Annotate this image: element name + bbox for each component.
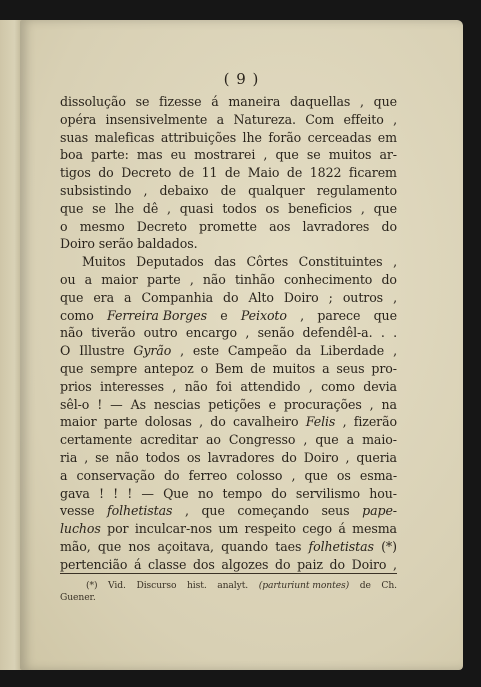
text-word: paiz — [297, 556, 323, 572]
text-word: se — [92, 200, 106, 216]
text-word: era — [93, 289, 115, 305]
text-word: sempre — [90, 360, 138, 376]
text-word: colosso — [236, 467, 283, 483]
text-word: ria — [60, 449, 78, 465]
text-line — [60, 556, 397, 574]
text-word: conservação — [76, 467, 155, 483]
text-word: O — [60, 343, 71, 359]
text-word: que — [275, 147, 299, 163]
text-word: muitos — [272, 360, 316, 376]
text-word: á — [338, 521, 346, 537]
text-word: tiverão — [91, 325, 136, 341]
text-word: ! — [127, 485, 133, 501]
text-word: defendêl-a. — [302, 325, 373, 341]
text-word: do — [223, 289, 239, 305]
text-word: qualquer — [248, 182, 305, 198]
footnote-word: hist. — [186, 580, 207, 591]
text-word: que — [315, 432, 339, 448]
text-word: ; — [328, 289, 333, 305]
text-word: mostrarei — [194, 147, 256, 163]
text-word: Campeão — [227, 343, 287, 359]
text-word: mas — [136, 147, 163, 163]
text-line — [60, 218, 397, 236]
text-word: Muitos — [82, 254, 126, 270]
text-word: Maio — [247, 165, 280, 181]
text-word: os — [186, 449, 201, 465]
text-word: que — [373, 200, 397, 216]
text-word: Constituintes — [298, 254, 383, 270]
text-word: lhe — [114, 200, 135, 216]
text-line — [60, 431, 397, 449]
text-word: As — [130, 396, 146, 412]
text-word: procurações — [283, 396, 362, 412]
text-line — [60, 146, 397, 164]
text-word: fizesse — [159, 94, 202, 109]
text-word: pro- — [371, 360, 397, 376]
text-word: opéra — [60, 111, 97, 127]
text-word: não — [184, 378, 208, 394]
text-word: como — [60, 307, 94, 323]
text-word: cego — [302, 521, 332, 537]
text-word: cerceadas — [307, 129, 372, 145]
text-word: , — [84, 449, 89, 465]
text-word: a — [346, 432, 355, 448]
text-word: petições — [208, 396, 261, 412]
text-word: taes — [275, 538, 302, 554]
text-word: , — [245, 325, 250, 341]
text-word: e — [220, 307, 228, 323]
text-line — [60, 378, 397, 396]
text-word: 1822 — [309, 165, 342, 181]
text-word: , — [143, 182, 148, 198]
text-word: á — [133, 556, 142, 572]
text-line — [60, 324, 397, 342]
text-word: de — [220, 182, 236, 198]
text-word: — — [110, 396, 123, 412]
text-word: Congresso — [228, 432, 296, 448]
text-word: prios — [60, 378, 92, 394]
text-word: Ferreira Borges — [107, 307, 207, 323]
text-word: — — [141, 485, 154, 501]
text-line — [60, 413, 397, 431]
text-word: maio- — [362, 432, 397, 448]
text-word: , — [199, 414, 203, 430]
text-word: , — [291, 467, 296, 483]
text-word: acreditar — [140, 432, 198, 448]
text-word: eu — [170, 147, 186, 163]
text-word: forão — [268, 129, 302, 145]
text-word: , — [342, 414, 347, 430]
text-line — [60, 129, 397, 147]
text-word: lavradores — [302, 218, 370, 234]
text-word: foi — [216, 378, 232, 394]
text-word: que — [60, 200, 84, 216]
text-word: pape- — [362, 503, 397, 519]
text-word: dissolução — [60, 94, 126, 109]
footnote-word: analyt. — [217, 580, 249, 591]
footnote-line — [60, 592, 397, 604]
text-word: promette — [199, 218, 257, 234]
text-word: quando — [221, 538, 269, 554]
text-word: lhe — [242, 129, 262, 145]
text-word: a — [124, 289, 132, 305]
text-word: esma- — [359, 467, 397, 483]
text-line — [60, 289, 397, 307]
body-text — [60, 93, 397, 574]
text-word: que — [373, 94, 397, 109]
text-word: a — [84, 271, 93, 287]
text-word: todos — [222, 200, 257, 216]
text-word: parte: — [90, 147, 129, 163]
text-word: effeito — [343, 111, 384, 127]
text-word: Doiro — [351, 556, 387, 572]
text-word: devia — [363, 378, 397, 394]
text-word: que — [60, 289, 84, 305]
text-word: que — [304, 467, 328, 483]
text-word: se — [306, 147, 321, 163]
text-word: lavradores — [207, 449, 275, 465]
text-word: Doiro — [283, 289, 319, 305]
text-word: Decreto — [121, 165, 172, 181]
text-word: seus — [336, 360, 365, 376]
text-word: Felis — [305, 414, 336, 430]
text-word: nos — [128, 538, 151, 554]
text-word: , — [303, 432, 308, 448]
text-word: queria — [356, 449, 397, 465]
text-word: hou- — [369, 485, 397, 501]
text-line — [60, 93, 397, 111]
text-word: vesse — [60, 503, 95, 519]
text-word: a — [60, 467, 68, 483]
text-word: na — [381, 396, 397, 412]
footnote-word: Discurso — [136, 580, 177, 591]
text-word: que — [60, 360, 84, 376]
text-word: tempo — [222, 485, 263, 501]
text-word: ! — [113, 485, 119, 501]
text-word: attendido — [240, 378, 301, 394]
text-word: se — [135, 94, 150, 109]
text-word: outros — [342, 289, 384, 305]
text-word: (*) — [381, 538, 397, 554]
text-word: , — [360, 94, 364, 109]
text-word: , — [172, 378, 177, 394]
text-word: regulamento — [316, 182, 397, 198]
text-word: se — [95, 449, 109, 465]
text-word: , — [184, 503, 189, 519]
text-word: ferreo — [188, 467, 228, 483]
footnote-word: Guener. — [60, 592, 96, 603]
text-line — [60, 485, 397, 503]
text-word: por — [107, 521, 129, 537]
text-word: o — [200, 360, 209, 376]
text-word: debaixo — [159, 182, 209, 198]
text-word: conhecimento — [283, 271, 373, 287]
text-word: Bem — [215, 360, 244, 376]
text-word: ! — [98, 485, 104, 501]
text-word: que — [373, 307, 397, 323]
text-word: á — [211, 94, 219, 109]
text-word: em — [377, 129, 397, 145]
text-word: . — [380, 325, 385, 341]
text-word: mesma — [352, 521, 397, 537]
text-word: daquellas — [289, 94, 351, 109]
text-word: ficarem — [348, 165, 397, 181]
text-word: do — [381, 218, 397, 234]
text-word: quasi — [179, 200, 214, 216]
text-word: sêl-o — [60, 396, 90, 412]
text-word: seus — [321, 503, 350, 519]
text-word: certamente — [60, 432, 133, 448]
text-word: parece — [317, 307, 361, 323]
text-line — [60, 182, 397, 200]
text-line — [60, 235, 397, 253]
text-word: interesses — [100, 378, 165, 394]
text-word: este — [192, 343, 219, 359]
text-word: pertencião — [60, 556, 128, 572]
text-word: os — [265, 200, 280, 216]
text-word: do — [275, 556, 291, 572]
text-word: , — [189, 271, 194, 287]
text-word: senão — [257, 325, 295, 341]
text-word: a — [322, 360, 330, 376]
text-word: do — [271, 485, 287, 501]
text-word: . — [393, 325, 397, 341]
text-word: cavalheiro — [233, 414, 299, 430]
text-word: algozes — [221, 556, 269, 572]
text-line — [60, 200, 397, 218]
text-word: todos — [145, 449, 180, 465]
text-word: das — [214, 254, 236, 270]
text-word: maleficas — [94, 129, 155, 145]
text-word: de — [286, 165, 303, 181]
text-word: Doiro — [303, 449, 339, 465]
text-word: fizerão — [353, 414, 397, 430]
text-word: , — [393, 556, 397, 572]
footnote-word: (parturiunt montes) — [258, 580, 350, 591]
text-word: maneira — [228, 94, 281, 109]
text-word: inculcar-nos — [134, 521, 212, 537]
text-word: , — [393, 254, 397, 270]
text-word: attribuições — [160, 129, 237, 145]
text-word: da — [295, 343, 312, 359]
text-word: do — [210, 414, 226, 430]
text-word: tigos — [60, 165, 91, 181]
text-word: começando — [237, 503, 309, 519]
text-word: maior — [60, 414, 97, 430]
text-word: insensivelmente — [105, 111, 208, 127]
book-page — [20, 20, 463, 670]
text-word: Illustre — [79, 343, 125, 359]
text-word: , — [180, 343, 184, 359]
text-word: Liberdade — [320, 343, 385, 359]
text-word: o — [60, 218, 68, 234]
footnote-line — [60, 580, 397, 592]
text-word: e — [268, 396, 276, 412]
text-word: folhetistas — [107, 503, 173, 519]
text-line — [60, 396, 397, 414]
text-word: maior — [101, 271, 138, 287]
text-word: respeito — [244, 521, 296, 537]
text-line — [60, 271, 397, 289]
text-word: do — [281, 449, 297, 465]
text-word: dolosas — [144, 414, 192, 430]
text-word: Deputados — [136, 254, 204, 270]
text-word: do — [329, 556, 345, 572]
footnote-word: Vid. — [108, 580, 126, 591]
text-word: , — [263, 147, 268, 163]
text-word: que — [97, 538, 122, 554]
text-word: açoitava, — [157, 538, 214, 554]
text-word: como — [321, 378, 355, 394]
text-word: Alto — [248, 289, 274, 305]
text-line — [60, 538, 397, 556]
text-word: Gyrão — [133, 343, 172, 359]
footnote-word: Ch. — [381, 580, 397, 591]
text-word: Côrtes — [246, 254, 289, 270]
text-line — [60, 342, 397, 360]
text-word: Companhia — [141, 289, 214, 305]
page-number: ( 9 ) — [223, 70, 260, 88]
text-word: um — [218, 521, 239, 537]
text-word: de — [250, 360, 266, 376]
text-word: os — [336, 467, 351, 483]
text-word: que — [201, 503, 225, 519]
text-word: de — [178, 165, 195, 181]
text-word: no — [197, 485, 214, 501]
text-word: , — [308, 378, 313, 394]
text-word: beneficios — [288, 200, 353, 216]
text-word: ou — [60, 271, 76, 287]
text-word: 11 — [201, 165, 218, 181]
text-word: subsistindo — [60, 182, 132, 198]
text-word: dos — [192, 556, 215, 572]
text-word: , — [300, 307, 305, 323]
text-word: encargo — [185, 325, 237, 341]
text-word: Peixoto — [240, 307, 287, 323]
text-word: , — [393, 343, 397, 359]
footnote-word: (*) — [86, 580, 98, 591]
text-word: nescias — [153, 396, 201, 412]
text-word: não — [60, 325, 83, 341]
text-word: gava — [60, 485, 90, 501]
text-word: antepoz — [143, 360, 194, 376]
text-line — [60, 360, 397, 378]
text-line — [60, 307, 397, 325]
text-word: não — [202, 271, 226, 287]
text-word: ar- — [379, 147, 397, 163]
text-word: , — [393, 289, 397, 305]
text-word: luchos — [60, 521, 101, 537]
text-word: classe — [147, 556, 187, 572]
text-word: tinhão — [234, 271, 275, 287]
text-word: , — [345, 449, 350, 465]
text-word: boa — [60, 147, 83, 163]
text-word: mão, — [60, 538, 91, 554]
text-word: muitos — [328, 147, 372, 163]
text-line — [60, 253, 397, 271]
text-word: dê — [142, 200, 159, 216]
text-word: a — [216, 111, 225, 127]
text-word: ao — [205, 432, 221, 448]
text-word: de — [224, 165, 241, 181]
text-word: Que — [163, 485, 189, 501]
text-word: folhetistas — [308, 538, 374, 554]
text-line — [60, 502, 397, 520]
text-word: do — [98, 165, 114, 181]
footnote-word: de — [359, 580, 371, 591]
text-word: servilismo — [295, 485, 361, 501]
text-word: , — [360, 200, 365, 216]
text-word: não — [115, 449, 139, 465]
text-line — [60, 520, 397, 538]
footnote-rule — [60, 573, 397, 574]
text-word: , — [369, 396, 374, 412]
text-word: Com — [305, 111, 335, 127]
text-word: do — [164, 467, 180, 483]
footnote — [60, 580, 397, 604]
text-word: do — [381, 271, 397, 287]
text-word: suas — [60, 129, 89, 145]
text-word: , — [167, 200, 171, 216]
text-word: parte — [103, 414, 138, 430]
text-word: Doiro serão baldados. — [60, 236, 198, 252]
text-line — [60, 467, 397, 485]
text-word: outro — [143, 325, 178, 341]
text-word: , — [393, 111, 397, 127]
text-word: aos — [269, 218, 291, 234]
text-line — [60, 164, 397, 182]
text-line — [60, 449, 397, 467]
text-word: Natureza. — [233, 111, 296, 127]
text-word: ! — [97, 396, 103, 412]
text-line — [60, 111, 397, 129]
text-word: parte — [147, 271, 181, 287]
text-word: Decreto — [136, 218, 187, 234]
text-word: mesmo — [79, 218, 125, 234]
